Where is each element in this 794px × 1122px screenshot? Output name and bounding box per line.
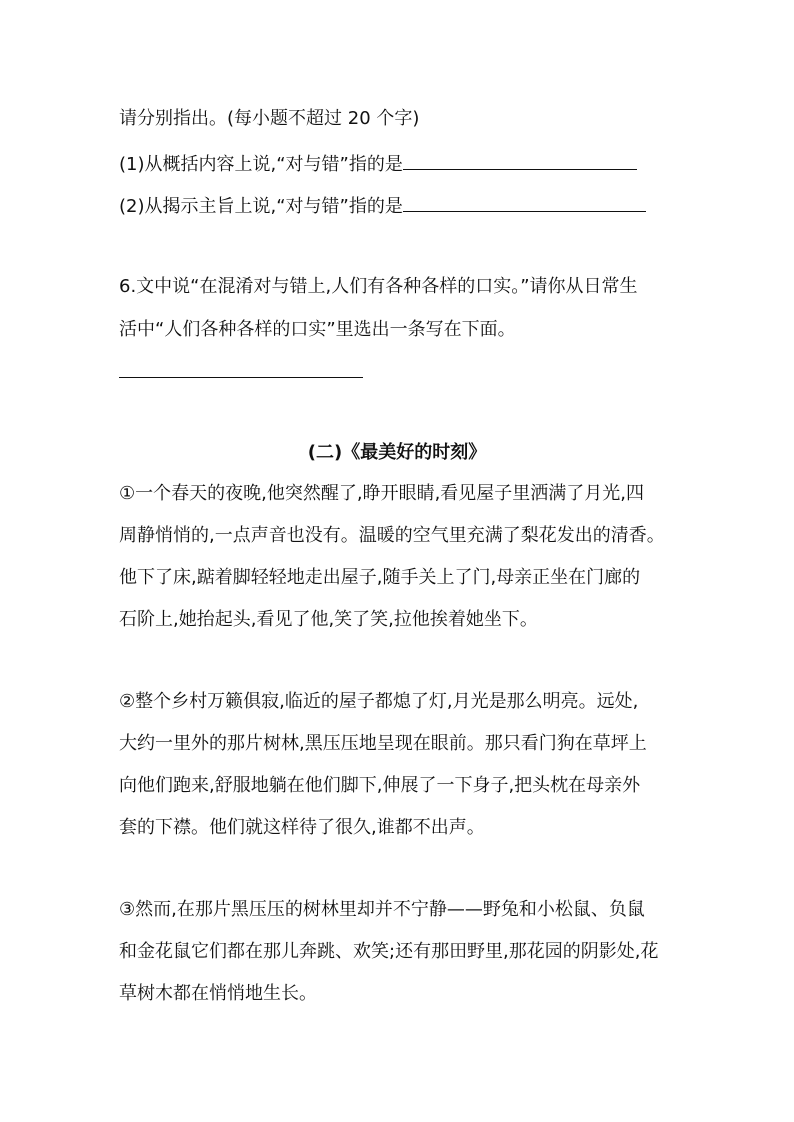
paragraph-1-line: 周静悄悄的,一点声音也没有。温暖的空气里充满了梨花发出的清香。: [119, 525, 665, 546]
answer-line-6[interactable]: [119, 377, 363, 378]
paragraph-2-line: 大约一里外的那片树林,黑压压地呈现在眼前。那只看门狗在草坪上: [119, 733, 647, 754]
paragraph-1-line: 他下了床,踮着脚轻轻地走出屋子,随手关上了门,母亲正坐在门廊的: [119, 567, 641, 588]
paragraph-3-line: 和金花鼠它们都在那儿奔跳、欢笑;还有那田野里,那花园的阴影处,花: [119, 941, 659, 962]
instruction-line: 请分别指出。(每小题不超过 20 个字): [119, 108, 420, 129]
paragraph-2-line: 向他们跑来,舒服地躺在他们脚下,伸展了一下身子,把头枕在母亲外: [119, 775, 641, 796]
question-2-text: (2)从揭示主旨上说,“对与错”指的是: [119, 196, 403, 217]
paragraph-3-line: 草树木都在悄悄地生长。: [119, 983, 317, 1004]
question-1: [119, 151, 637, 177]
paragraph-1-line: ①一个春天的夜晚,他突然醒了,睁开眼睛,看见屋子里洒满了月光,四: [119, 483, 645, 504]
question-6-line-1: 6.文中说“在混淆对与错上,人们有各种各样的口实。”请你从日常生: [119, 276, 638, 297]
question-6-line-2: 活中“人们各种各样的口实”里选出一条写在下面。: [119, 319, 516, 340]
answer-blank-2[interactable]: [403, 193, 646, 212]
question-1-text: (1)从概括内容上说,“对与错”指的是: [119, 154, 403, 175]
passage-title: (二)《最美好的时刻》: [307, 442, 487, 463]
paragraph-1-line: 石阶上,她抬起头,看见了他,笑了笑,拉他挨着她坐下。: [119, 609, 538, 630]
question-2: [119, 193, 646, 219]
paragraph-2-line: 套的下襟。他们就这样待了很久,谁都不出声。: [119, 817, 485, 838]
paragraph-2-line: ②整个乡村万籁俱寂,临近的屋子都熄了灯,月光是那么明亮。远处,: [119, 691, 639, 712]
paragraph-3-line: ③然而,在那片黑压压的树林里却并不宁静——野兔和小松鼠、负鼠: [119, 899, 645, 920]
answer-blank-1[interactable]: [403, 151, 637, 170]
